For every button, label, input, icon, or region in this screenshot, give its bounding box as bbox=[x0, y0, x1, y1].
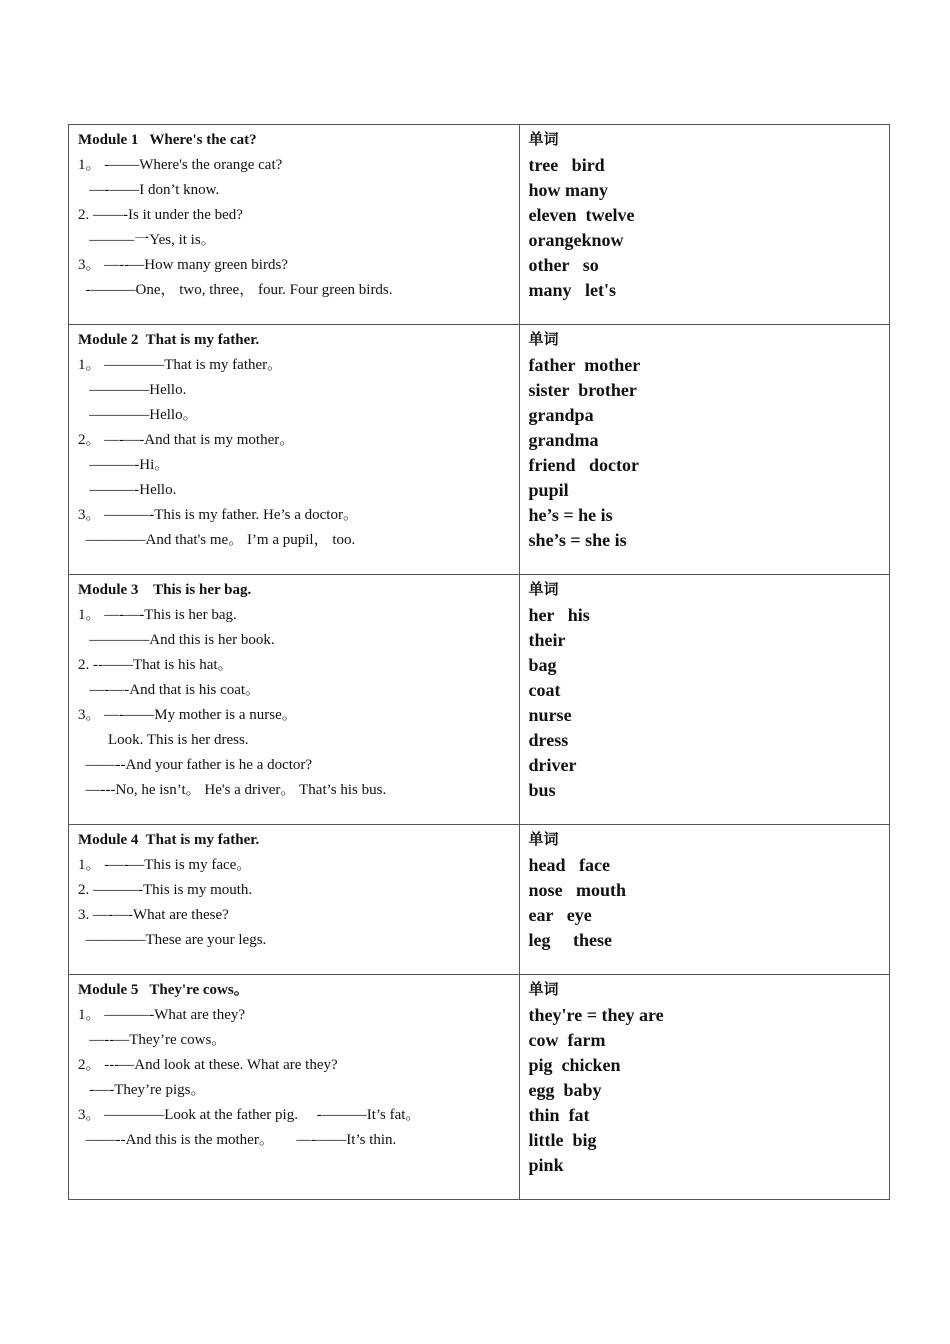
dialogue-cell-2 bbox=[69, 325, 520, 575]
vocabulary-word: nose mouth bbox=[528, 880, 627, 900]
vocabulary-word: coat bbox=[528, 680, 561, 700]
dialogue-line: -—-They’re pigs。 bbox=[78, 1082, 206, 1098]
dialogue-line: ————And that's me。 I’m a pupil， too. bbox=[78, 532, 356, 548]
vocabulary-word: she’s = she is bbox=[528, 530, 627, 550]
vocabulary-word: eleven twelve bbox=[528, 205, 635, 225]
vocabulary-word: dress bbox=[528, 730, 569, 750]
vocabulary-word: cow farm bbox=[528, 1030, 606, 1050]
vocabulary-word: how many bbox=[528, 180, 609, 200]
dialogue-line: ———-Hi。 bbox=[78, 457, 170, 473]
dialogue-line: —--—They’re cows。 bbox=[78, 1032, 227, 1048]
dialogue-cell-5 bbox=[69, 975, 520, 1200]
dialogue-line: ————And this is her book. bbox=[78, 632, 275, 648]
dialogue-line: 3。 —--—How many green birds? bbox=[78, 257, 288, 273]
vocabulary-heading: 单词 bbox=[528, 332, 559, 348]
vocabulary-word: driver bbox=[528, 755, 577, 775]
dialogue-line: Look. This is her dress. bbox=[78, 732, 249, 748]
vocabulary-heading: 单词 bbox=[528, 832, 559, 848]
dialogue-line: 1。 -——Where's the orange cat? bbox=[78, 157, 283, 173]
dialogue-line: ——--And your father is he a doctor? bbox=[78, 757, 313, 773]
dialogue-line: ————These are your legs. bbox=[78, 932, 267, 948]
vocabulary-word: he’s = he is bbox=[528, 505, 613, 525]
vocabulary-cell-3 bbox=[519, 575, 889, 825]
vocabulary-word: ear eye bbox=[528, 905, 592, 925]
vocabulary-word: egg baby bbox=[528, 1080, 602, 1100]
vocabulary-word: head face bbox=[528, 855, 611, 875]
dialogue-line: —---No, he isn’t。 He's a driver。 That’s his bus. bbox=[78, 782, 387, 798]
dialogue-cell-4 bbox=[69, 825, 520, 975]
dialogue-line: ————Hello. bbox=[78, 382, 187, 398]
dialogue-line: ————Hello。 bbox=[78, 407, 198, 423]
module-title: Module 5 They're cows。 bbox=[78, 982, 249, 998]
vocabulary-word: many let's bbox=[528, 280, 617, 300]
module-title: Module 2 That is my father. bbox=[78, 332, 260, 348]
vocabulary-word: bag bbox=[528, 655, 557, 675]
vocabulary-word: little big bbox=[528, 1130, 597, 1150]
module-title: Module 1 Where's the cat? bbox=[78, 132, 257, 148]
module-row-4 bbox=[69, 825, 890, 975]
vocabulary-heading: 单词 bbox=[528, 582, 559, 598]
dialogue-line: 2. ———-This is my mouth. bbox=[78, 882, 253, 898]
dialogue-line: 1。 ————That is my father。 bbox=[78, 357, 283, 373]
module-title: Module 4 That is my father. bbox=[78, 832, 260, 848]
module-row-2 bbox=[69, 325, 890, 575]
dialogue-line: 1。 ———-What are they? bbox=[78, 1007, 246, 1023]
vocabulary-word: they're = they are bbox=[528, 1005, 664, 1025]
dialogue-line: -———One， two, three， four. Four green birds. bbox=[78, 282, 393, 298]
vocabulary-cell-1 bbox=[519, 125, 889, 325]
vocabulary-cell-2 bbox=[519, 325, 889, 575]
vocabulary-cell-5 bbox=[519, 975, 889, 1200]
vocabulary-cell-4 bbox=[519, 825, 889, 975]
vocabulary-word: pig chicken bbox=[528, 1055, 621, 1075]
dialogue-cell-1 bbox=[69, 125, 520, 325]
module-title: Module 3 This is her bag. bbox=[78, 582, 252, 598]
vocabulary-heading: 单词 bbox=[528, 132, 559, 148]
module-table bbox=[68, 124, 890, 1200]
module-row-5 bbox=[69, 975, 890, 1200]
dialogue-line: ———-Hello. bbox=[78, 482, 177, 498]
dialogue-line: 1。 —-—-This is her bag. bbox=[78, 607, 237, 623]
vocabulary-word: grandpa bbox=[528, 405, 594, 425]
vocabulary-word: nurse bbox=[528, 705, 572, 725]
dialogue-line: 2. --——That is his hat。 bbox=[78, 657, 233, 673]
dialogue-line: 2. ——-Is it under the bed? bbox=[78, 207, 243, 223]
dialogue-line: —-——I don’t know. bbox=[78, 182, 220, 198]
dialogue-line: ——--And this is the mother。 —-——It’s thin. bbox=[78, 1132, 397, 1148]
vocabulary-word: other so bbox=[528, 255, 599, 275]
vocabulary-heading: 单词 bbox=[528, 982, 559, 998]
dialogue-line: 2。 —-—-And that is my mother。 bbox=[78, 432, 295, 448]
vocabulary-word: pupil bbox=[528, 480, 569, 500]
vocabulary-word: bus bbox=[528, 780, 556, 800]
dialogue-line: ———一Yes, it is。 bbox=[78, 232, 216, 248]
vocabulary-word: thin fat bbox=[528, 1105, 590, 1125]
module-row-3 bbox=[69, 575, 890, 825]
dialogue-line: 3。 ———-This is my father. He’s a doctor。 bbox=[78, 507, 358, 523]
vocabulary-word: sister brother bbox=[528, 380, 637, 400]
dialogue-line: 3。 —-——My mother is a nurse。 bbox=[78, 707, 297, 723]
dialogue-line: 3。 ————Look at the father pig. -———It’s fat。 bbox=[78, 1107, 421, 1123]
vocabulary-word: friend doctor bbox=[528, 455, 640, 475]
vocabulary-word: her his bbox=[528, 605, 590, 625]
dialogue-line: 3. —-—-What are these? bbox=[78, 907, 229, 923]
dialogue-line: 1。 -—-—This is my face。 bbox=[78, 857, 252, 873]
vocabulary-word: orangeknow bbox=[528, 230, 624, 250]
dialogue-line: 2。 ---—And look at these. What are they? bbox=[78, 1057, 338, 1073]
vocabulary-word: father mother bbox=[528, 355, 641, 375]
module-row-1 bbox=[69, 125, 890, 325]
vocabulary-word: tree bird bbox=[528, 155, 605, 175]
vocabulary-word: their bbox=[528, 630, 566, 650]
vocabulary-word: leg these bbox=[528, 930, 613, 950]
vocabulary-word: grandma bbox=[528, 430, 599, 450]
vocabulary-word: pink bbox=[528, 1155, 564, 1175]
dialogue-cell-3 bbox=[69, 575, 520, 825]
dialogue-line: —-—-And that is his coat。 bbox=[78, 682, 261, 698]
